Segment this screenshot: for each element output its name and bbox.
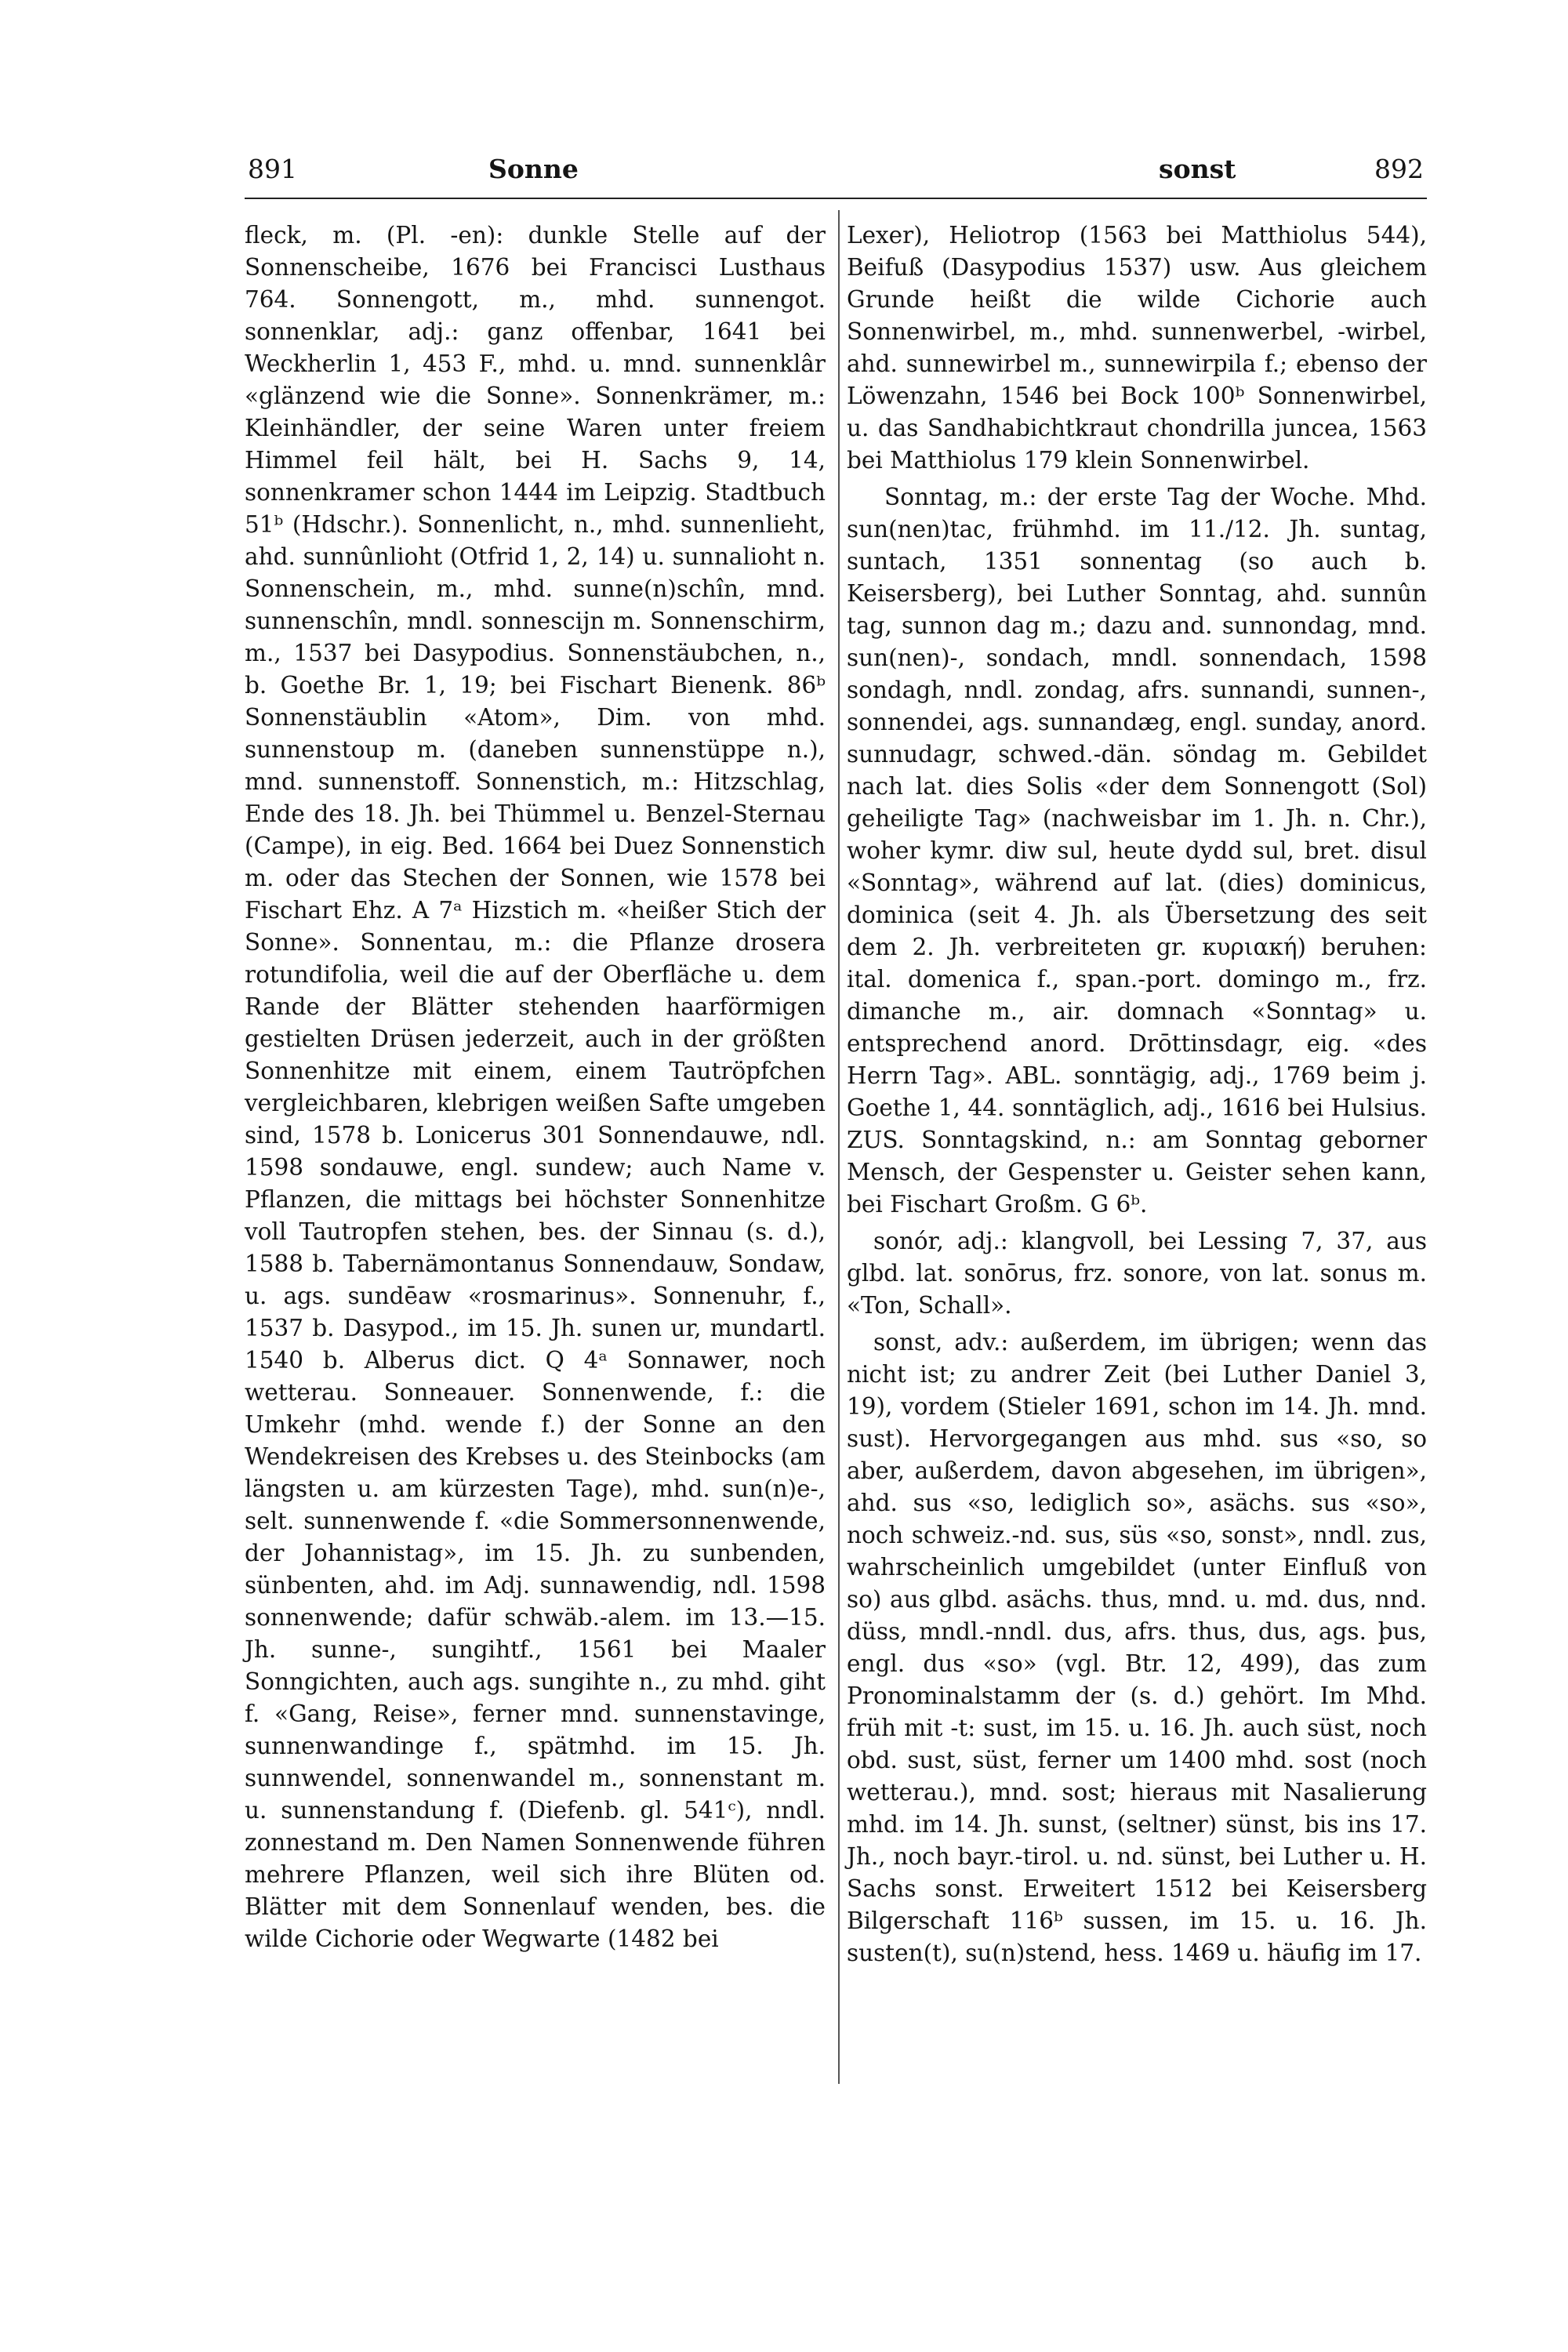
page-header bbox=[248, 154, 1424, 193]
left-page-number: 891 bbox=[248, 154, 297, 184]
entry-sonor: sonór, adj.: klangvoll, bei Lessing 7, 37, aus glbd. lat. sonōrus, frz. sonore, von lat. sonus m. «Ton, Schall». bbox=[847, 1228, 1427, 1319]
left-column-text: fleck, m. (Pl. -en): dunkle Stelle auf der Sonnenscheibe, 1676 bei Francisci Lusthaus 764. Sonnengott, m., mhd. sunnengot. sonnenklar, adj.: ganz offenbar, 1641 bei Weckherlin 1, 453 F., mhd. u. mnd. sunnenklâr «glänzend wie die Sonne». Sonnenkrämer, m.: Kleinhändler, der seine Waren unter freiem Himmel feil hält, bei H. Sachs 9, 14, sonnenkramer schon 1444 im Leipzig. Stadtbuch 51ᵇ (Hdschr.). Sonnenlicht, n., mhd. sunnenlieht, ahd. sunnûnlioht (Otfrid 1, 2, 14) u. sunnalioht n. Sonnenschein, m., mhd. sunne(n)schîn, mnd. sunnenschîn, mndl. sonnescijn m. Sonnenschirm, m., 1537 bei Dasypodius. Sonnenstäubchen, n., b. Goethe Br. 1, 19; bei Fischart Bienenk. 86ᵇ Sonnenstäublin «Atom», Dim. von mhd. sunnenstoup m. (daneben sunnenstüppe n.), mnd. sunnenstoff. Sonnenstich, m.: Hitzschlag, Ende des 18. Jh. bei Thümmel u. Benzel-Sternau (Campe), in eig. Bed. 1664 bei Duez Sonnenstich m. oder das Stechen der Sonnen, wie 1578 bei Fischart Ehz. A 7ᵃ Hizstich m. «heißer Stich der Sonne». Sonnentau, m.: die Pflanze drosera rotundifolia, weil die auf der Oberfläche u. dem Rande der Blätter stehenden haarförmigen gestielten Drüsen jederzeit, auch in der größten Sonnenhitze mit einem, einem Tautröpfchen vergleichbaren, klebrigen weißen Safte umgeben sind, 1578 b. Lonicerus 301 Sonnendauwe, ndl. 1598 sondauwe, engl. sundew; auch Name v. Pflanzen, die mittags bei höchster Sonnenhitze voll Tautropfen stehen, bes. der Sinnau (s. d.), 1588 b. Tabernämontanus Sonnendauw, Sondaw, u. ags. sundēaw «rosmarinus». Sonnenuhr, f., 1537 b. Dasypod., im 15. Jh. sunen ur, mundartl. 1540 b. Alberus dict. Q 4ᵃ Sonnawer, noch wetterau. Sonneauer. Sonnenwende, f.: die Umkehr (mhd. wende f.) der Sonne an den Wendekreisen des Krebses u. des Steinbocks (am längsten u. am kürzesten Tage), mhd. sun(n)e-, selt. sunnenwende f. «die Sommersonnenwende, der Johannistag», im 15. Jh. zu sunbenden, sünbenten, ahd. im Adj. sunnawendig, ndl. 1598 sonnenwende; dafür schwäb.-alem. im 13.—15. Jh. sunne-, sungihtf., 1561 bei Maaler Sonngichten, auch ags. sungihte n., zu mhd. giht f. «Gang, Reise», ferner mnd. sunnenstavinge, sunnenwandinge f., spätmhd. im 15. Jh. sunnwendel, sonnenwandel m., sonnenstant m. u. sunnenstandung f. (Diefenb. gl. 541ᶜ), nndl. zonnestand m. Den Namen Sonnenwende führen mehrere Pflanzen, weil sich ihre Blüten od. Blätter mit dem Sonnenlauf wenden, bes. die wilde Cichorie oder Wegwarte (1482 bei bbox=[245, 222, 826, 1952]
left-column bbox=[245, 220, 826, 1955]
right-running-headword: sonst bbox=[1159, 154, 1236, 184]
entry-sonst: sonst, adv.: außerdem, im übrigen; wenn das nicht ist; zu andrer Zeit (bei Luther Daniel 3, 19), vordem (Stieler 1691, schon im 14. Jh. mnd. sust). Hervorgegangen aus mhd. sus «so, so aber, außerdem, davon abgesehen, im übrigen», ahd. sus «so, lediglich so», asächs. sus «so», noch schweiz.-nd. sus, süs «so, sonst», nndl. zus, wahrscheinlich umgebildet (unter Einfluß von so) aus glbd. asächs. thus, mnd. u. md. dus, nnd. düss, mndl.-nndl. dus, afrs. thus, dus, ags. þus, engl. dus «so» (vgl. Btr. 12, 499), das zum Pronominalstamm der (s. d.) gehört. Im Mhd. früh mit -t: sust, im 15. u. 16. Jh. auch süst, noch obd. sust, süst, ferner um 1400 mhd. sost (noch wetterau.), mnd. sost; hieraus mit Nasalierung mhd. im 14. Jh. sunst, (seltner) sünst, bis ins 17. Jh., noch bayr.-tirol. u. nd. sünst, bei Luther u. H. Sachs sonst. Erweitert 1512 bei Keisersberg Bilgerschaft 116ᵇ sussen, im 15. u. 16. Jh. susten(t), su(n)stend, hess. 1469 u. häufig im 17. bbox=[847, 1329, 1427, 1966]
right-column bbox=[847, 220, 1427, 1969]
entry-sonntag: Sonntag, m.: der erste Tag der Woche. Mhd. sun(nen)tac, frühmhd. im 11./12. Jh. suntag, suntach, 1351 sonnentag (so auch b. Keisersberg), bei Luther Sonntag, ahd. sunnûn tag, sunnon dag m.; dazu and. sunnondag, mnd. sun(nen)-, sondach, mndl. sonnendach, 1598 sondagh, nndl. zondag, afrs. sunnandi, sunnen-, sonnendei, ags. sunnandæg, engl. sunday, anord. sunnudagr, schwed.-dän. söndag m. Gebildet nach lat. dies Solis «der dem Sonnengott (Sol) geheiligte Tag» (nachweisbar im 1. Jh. n. Chr.), woher kymr. diw sul, heute dydd sul, bret. disul «Sonntag», während auf lat. (dies) dominicus, dominica (seit 4. Jh. als Übersetzung des seit dem 2. Jh. verbreiteten gr. κυριακή) beruhen: ital. domenica f., span.-port. domingo m., frz. dimanche m., air. domnach «Sonntag» u. entsprechend anord. Drōttinsdagr, eig. «des Herrn Tag». ABL. sonntägig, adj., 1769 beim j. Goethe 1, 44. sonntäglich, adj., 1616 bei Hulsius. ZUS. Sonntagskind, n.: am Sonntag geborner Mensch, der Gespenster u. Geister sehen kann, bei Fischart Großm. G 6ᵇ. bbox=[847, 484, 1427, 1218]
right-page-number: 892 bbox=[1374, 154, 1424, 184]
left-running-headword: Sonne bbox=[488, 154, 579, 184]
header-rule bbox=[245, 198, 1427, 199]
column-divider bbox=[838, 210, 840, 2084]
entry-text-continued: Lexer), Heliotrop (1563 bei Matthiolus 544), Beifuß (Dasypodius 1537) usw. Aus gleichem Grunde heißt die wilde Cichorie auch Sonnenwirbel, m., mhd. sunnenwerbel, -wirbel, ahd. sunnewirbel m., sunnewirpila f.; ebenso der Löwenzahn, 1546 bei Bock 100ᵇ Sonnenwirbel, u. das Sandhabichtkraut chondrilla juncea, 1563 bei Matthiolus 179 klein Sonnenwirbel. bbox=[847, 222, 1427, 474]
